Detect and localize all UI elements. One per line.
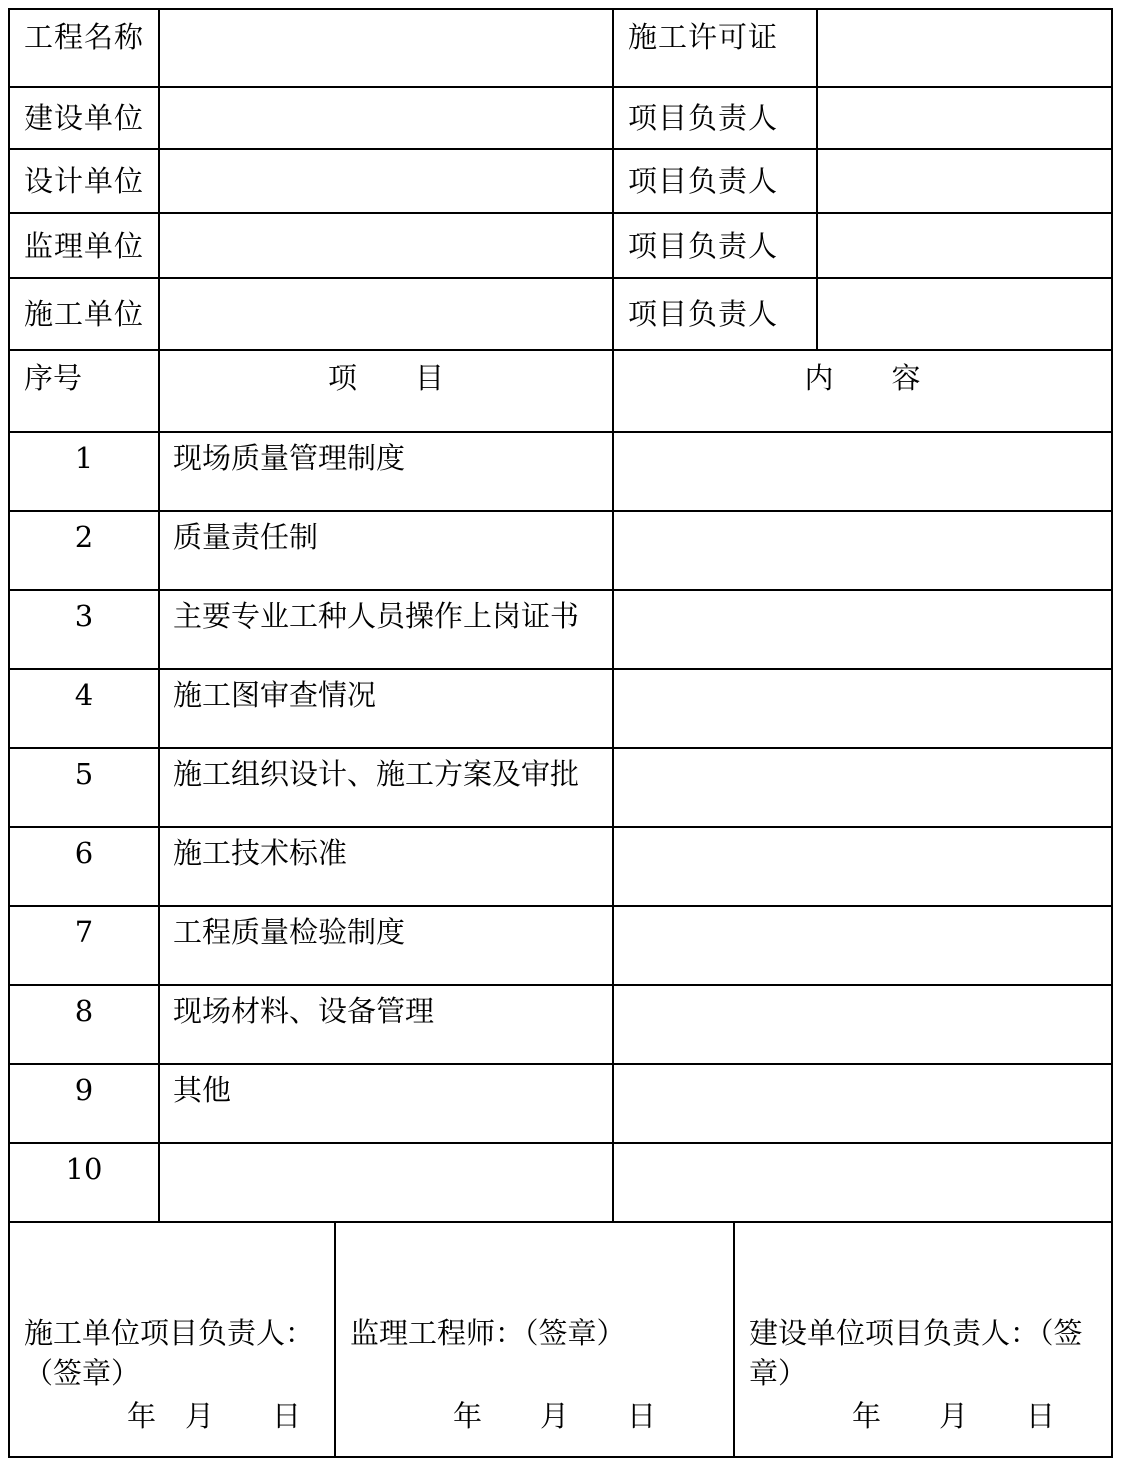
row-item-label: 现场材料、设备管理: [160, 986, 614, 1063]
design-manager-label: 项目负责人: [614, 150, 818, 212]
contractor-unit-value-cell[interactable]: [160, 279, 614, 349]
supervisor-signature-label: 监理工程师：（签章）: [350, 1316, 626, 1350]
checklist-row-5: [10, 749, 1111, 828]
row-number: 4: [10, 670, 160, 747]
row-item-label: 施工技术标准: [160, 828, 614, 905]
row-number: 5: [10, 749, 160, 826]
supervisor-signature-date: 年 月 日: [453, 1399, 657, 1433]
owner-signature-label: 建设单位项目负责人：（签: [749, 1316, 1083, 1350]
owner-signature-date: 年 月 日: [852, 1399, 1056, 1433]
row-number: 3: [10, 591, 160, 668]
row-item-label: 主要专业工种人员操作上岗证书: [160, 591, 614, 668]
row-number: 1: [10, 433, 160, 510]
column-header-content: 内 容: [804, 361, 921, 395]
supervision-manager-value-cell[interactable]: [818, 214, 1111, 277]
row-number: 7: [10, 907, 160, 984]
owner-manager-value-cell[interactable]: [818, 88, 1111, 148]
design-unit-value-cell[interactable]: [160, 150, 614, 212]
row-content-cell[interactable]: [614, 986, 1111, 1063]
checklist-header-row: [10, 351, 1111, 433]
column-header-item: 项 目: [160, 351, 614, 431]
checklist-row-4: [10, 670, 1111, 749]
row-number: 9: [10, 1065, 160, 1142]
signature-section: [10, 1223, 1111, 1456]
row-item-label: 工程质量检验制度: [160, 907, 614, 984]
row-content-cell[interactable]: [614, 907, 1111, 984]
supervisor-signature-spacer: [336, 1353, 733, 1393]
info-row-owner: [10, 88, 1111, 150]
supervision-unit-label: 监理单位: [10, 214, 160, 277]
row-content-cell[interactable]: [614, 1065, 1111, 1142]
row-content-cell[interactable]: [614, 591, 1111, 668]
quality-check-form-table: [8, 8, 1113, 1458]
info-row-project: [10, 10, 1111, 88]
owner-manager-label: 项目负责人: [614, 88, 818, 148]
owner-unit-value-cell[interactable]: [160, 88, 614, 148]
row-item-label: 其他: [160, 1065, 614, 1142]
info-row-design: [10, 150, 1111, 214]
project-name-value-cell[interactable]: [160, 10, 614, 86]
checklist-row-1: [10, 433, 1111, 512]
supervision-unit-value-cell[interactable]: [160, 214, 614, 277]
info-row-supervision: [10, 214, 1111, 279]
row-number: 10: [10, 1144, 160, 1221]
checklist-row-7: [10, 907, 1111, 986]
row-number: 8: [10, 986, 160, 1063]
contractor-signature-date: 年 月 日: [127, 1399, 302, 1433]
checklist-row-10: [10, 1144, 1111, 1223]
checklist-row-8: [10, 986, 1111, 1065]
checklist-row-2: [10, 512, 1111, 591]
row-content-cell[interactable]: [614, 749, 1111, 826]
info-row-contractor: [10, 279, 1111, 351]
owner-unit-label: 建设单位: [10, 88, 160, 148]
row-item-label: [160, 1144, 614, 1221]
row-number: 2: [10, 512, 160, 589]
contractor-signature-seal-label: （签章）: [24, 1356, 141, 1390]
row-item-label: 施工组织设计、施工方案及审批: [160, 749, 614, 826]
design-manager-value-cell[interactable]: [818, 150, 1111, 212]
supervisor-signature-cell[interactable]: [336, 1223, 735, 1456]
owner-signature-cell[interactable]: [735, 1223, 1111, 1456]
contractor-signature-label: 施工单位项目负责人：: [24, 1316, 315, 1350]
contractor-unit-label: 施工单位: [10, 279, 160, 349]
row-content-cell[interactable]: [614, 828, 1111, 905]
construction-permit-label: 施工许可证: [614, 10, 818, 86]
contractor-manager-label: 项目负责人: [614, 279, 818, 349]
checklist-row-9: [10, 1065, 1111, 1144]
row-content-cell[interactable]: [614, 433, 1111, 510]
supervision-manager-label: 项目负责人: [614, 214, 818, 277]
design-unit-label: 设计单位: [10, 150, 160, 212]
column-header-number: 序号: [10, 351, 160, 431]
row-item-label: 现场质量管理制度: [160, 433, 614, 510]
contractor-signature-cell[interactable]: [10, 1223, 336, 1456]
row-number: 6: [10, 828, 160, 905]
row-item-label: 质量责任制: [160, 512, 614, 589]
checklist-row-3: [10, 591, 1111, 670]
project-name-label: 工程名称: [10, 10, 160, 86]
row-content-cell[interactable]: [614, 512, 1111, 589]
row-item-label: 施工图审查情况: [160, 670, 614, 747]
construction-permit-value-cell[interactable]: [818, 10, 1111, 86]
owner-signature-seal-label: 章）: [749, 1356, 808, 1390]
row-content-cell[interactable]: [614, 670, 1111, 747]
row-content-cell[interactable]: [614, 1144, 1111, 1221]
contractor-manager-value-cell[interactable]: [818, 279, 1111, 349]
checklist-row-6: [10, 828, 1111, 907]
